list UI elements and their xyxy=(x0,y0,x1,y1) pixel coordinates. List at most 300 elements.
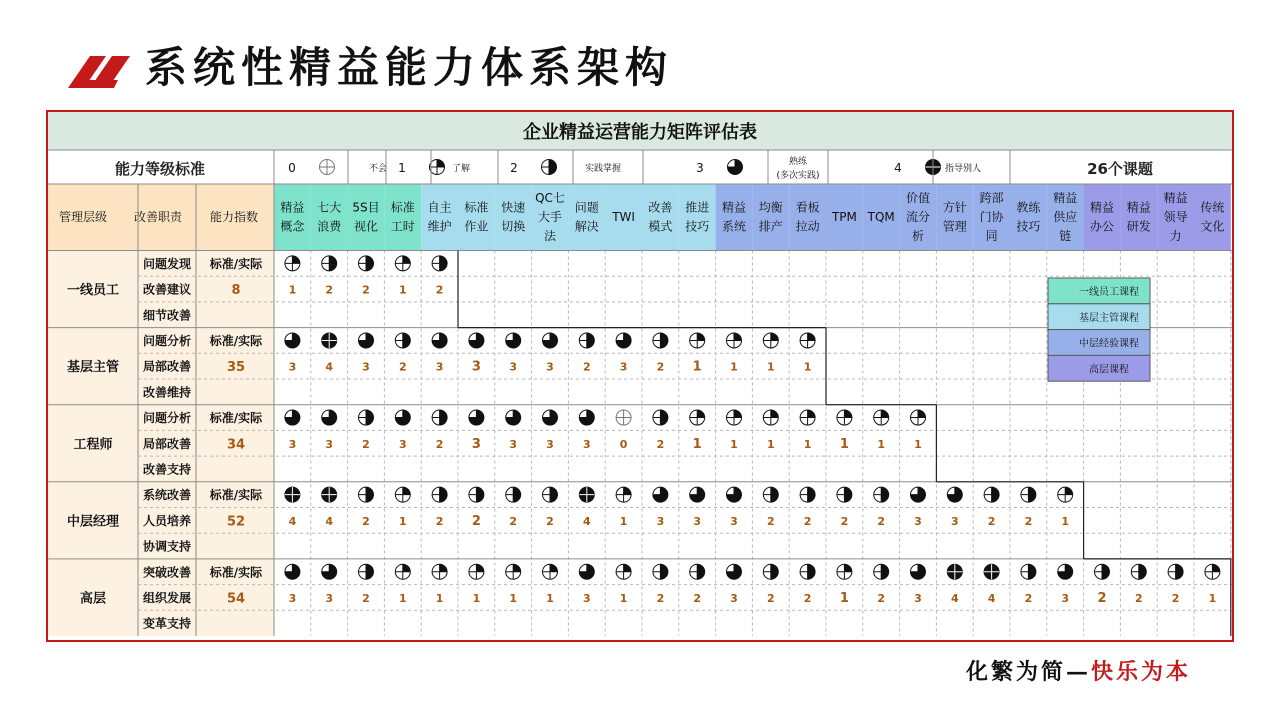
level-value: 2 xyxy=(877,591,886,605)
level-pie-icon xyxy=(837,410,852,425)
topic-header: 精益 xyxy=(1126,200,1151,215)
level-value: 3 xyxy=(435,360,444,374)
level-value: 3 xyxy=(914,514,922,528)
level-pie-icon xyxy=(653,333,668,348)
level-pie-icon xyxy=(800,564,815,579)
level-pie-icon xyxy=(506,333,521,348)
topic-header: 同 xyxy=(985,229,998,243)
level-value: 1 xyxy=(398,591,407,605)
topic-header-cell xyxy=(752,184,789,250)
level-value: 4 xyxy=(325,360,334,374)
topic-header: 精益 xyxy=(1163,191,1188,205)
level-value: 0 xyxy=(619,437,628,451)
level-value-2: 2 xyxy=(510,161,518,175)
level-value: 2 xyxy=(362,283,370,297)
table-title: 企业精益运营能力矩阵评估表 xyxy=(523,122,757,143)
level-value: 1 xyxy=(730,360,738,374)
level-value: 3 xyxy=(619,360,628,374)
level-value: 2 xyxy=(1024,514,1033,528)
level-pie-icon xyxy=(1131,564,1146,579)
level-value: 1 xyxy=(472,591,481,605)
legend-level-1-icon xyxy=(430,160,445,175)
level-value-1: 1 xyxy=(398,161,406,175)
level-value: 1 xyxy=(1061,514,1070,528)
page-title: 系统性精益能力体系架构 xyxy=(145,43,674,92)
level-value: 1 xyxy=(288,283,297,297)
level-pie-icon xyxy=(506,410,521,425)
duty-label: 系统改善 xyxy=(142,488,192,503)
header-index: 能力指数 xyxy=(209,210,259,224)
level-value: 4 xyxy=(950,591,959,605)
topic-header-cell xyxy=(421,184,458,250)
course-count-label: 26个课题 xyxy=(1087,160,1153,178)
topic-header: 精益 xyxy=(280,200,305,215)
level-value: 2 xyxy=(582,360,591,374)
index-label: 标准/实际 xyxy=(209,333,263,348)
level-pie-icon xyxy=(579,564,594,579)
level-pie-icon xyxy=(469,410,484,425)
level-value: 3 xyxy=(546,437,554,451)
legend-label: 基层主管课程 xyxy=(1079,312,1139,324)
duty-label: 人员培养 xyxy=(142,513,192,528)
level-pie-icon xyxy=(322,487,337,502)
level-value: 2 xyxy=(546,514,554,528)
duty-label: 改善建议 xyxy=(142,282,192,297)
level-pie-icon xyxy=(359,256,374,271)
topic-header: 5S目 xyxy=(352,200,380,215)
duty-label: 局部改善 xyxy=(142,436,192,451)
level-value: 3 xyxy=(362,360,370,374)
level-value: 2 xyxy=(435,437,444,451)
level-pie-icon xyxy=(1021,564,1036,579)
level-value: 3 xyxy=(471,359,481,375)
level-value: 1 xyxy=(914,437,922,451)
topic-header-cell xyxy=(348,184,385,250)
level-value: 1 xyxy=(509,591,518,605)
level-value: 1 xyxy=(730,437,738,451)
topic-header: 析 xyxy=(911,229,925,243)
level-value: 1 xyxy=(803,437,812,451)
level-value: 3 xyxy=(730,514,738,528)
level-pie-icon xyxy=(432,487,447,502)
level-pie-icon xyxy=(653,564,668,579)
level-pie-icon xyxy=(690,333,705,348)
header-duty: 改善职责 xyxy=(133,210,183,224)
topic-header: 拉动 xyxy=(795,219,820,234)
topic-header: 推进 xyxy=(685,200,710,215)
level-value-0: 0 xyxy=(288,161,296,175)
duty-label: 局部改善 xyxy=(142,359,192,374)
level-value: 2 xyxy=(766,591,775,605)
level-pie-icon xyxy=(285,564,300,579)
topic-header-cell xyxy=(1194,184,1231,250)
level-value: 4 xyxy=(582,514,591,528)
slogan-part-b: 快乐为本 xyxy=(1091,659,1192,685)
level-pie-icon xyxy=(837,487,852,502)
topic-header-cell xyxy=(936,184,973,250)
duty-label: 改善维持 xyxy=(142,385,192,400)
level-value: 3 xyxy=(398,437,407,451)
topic-header: 标准 xyxy=(390,200,415,215)
duty-label: 改善支持 xyxy=(142,462,192,477)
level-pie-icon xyxy=(947,487,962,502)
capability-matrix-table xyxy=(48,112,1232,640)
level-pie-icon xyxy=(1205,564,1220,579)
level-pie-icon xyxy=(1058,564,1073,579)
level-value: 2 xyxy=(435,514,444,528)
index-label: 标准/实际 xyxy=(209,256,263,271)
level-pie-icon xyxy=(579,333,594,348)
level-value: 3 xyxy=(582,437,591,451)
level-pie-icon xyxy=(763,410,778,425)
level-value: 2 xyxy=(509,514,518,528)
level-pie-icon xyxy=(947,564,962,579)
level-pie-icon xyxy=(690,410,705,425)
topic-header: 精益 xyxy=(721,200,747,215)
level-value: 1 xyxy=(435,591,444,605)
index-value: 8 xyxy=(231,283,241,299)
duty-label: 组织发展 xyxy=(142,590,192,605)
level-pie-icon xyxy=(322,564,337,579)
duty-label: 问题分析 xyxy=(142,411,192,426)
topic-header-cell xyxy=(568,184,605,250)
level-label-3: 熟练 xyxy=(788,157,808,167)
role-name: 基层主管 xyxy=(66,360,120,376)
duty-label: 协调支持 xyxy=(142,539,192,554)
role-name: 中层经理 xyxy=(66,514,120,530)
topic-header: 管理 xyxy=(942,219,967,234)
topic-header: 解决 xyxy=(574,219,599,234)
level-pie-icon xyxy=(727,487,742,502)
level-pie-icon xyxy=(359,564,374,579)
level-value: 1 xyxy=(619,514,628,528)
level-value: 2 xyxy=(362,591,370,605)
level-value-4: 4 xyxy=(894,161,902,175)
logo-icon xyxy=(68,50,132,90)
index-value: 34 xyxy=(226,437,246,453)
topic-header: 视化 xyxy=(353,219,379,234)
topic-header: 切换 xyxy=(501,219,526,234)
level-value: 1 xyxy=(692,359,702,375)
level-value: 2 xyxy=(1134,591,1143,605)
topic-header: 方针 xyxy=(942,200,967,215)
topic-header: 力 xyxy=(1169,229,1182,243)
level-value: 2 xyxy=(398,360,407,374)
topic-header: 排产 xyxy=(758,219,783,234)
topic-header: 办公 xyxy=(1089,219,1115,234)
level-pie-icon xyxy=(874,564,889,579)
level-pie-icon xyxy=(432,333,447,348)
level-value: 2 xyxy=(693,591,702,605)
level-value: 3 xyxy=(325,591,334,605)
level-pie-icon xyxy=(285,410,300,425)
level-pie-icon xyxy=(800,410,815,425)
level-pie-icon xyxy=(579,410,594,425)
level-value: 1 xyxy=(839,590,849,606)
level-value: 3 xyxy=(656,514,665,528)
duty-label: 变革支持 xyxy=(142,616,192,631)
topic-header: 链 xyxy=(1059,229,1072,243)
level-value: 4 xyxy=(325,514,334,528)
level-value: 3 xyxy=(288,437,297,451)
level-value: 3 xyxy=(1061,591,1070,605)
level-pie-icon xyxy=(727,333,742,348)
level-value: 1 xyxy=(877,437,886,451)
level-value: 4 xyxy=(288,514,297,528)
level-pie-icon xyxy=(432,256,447,271)
level-pie-icon xyxy=(616,487,631,502)
topic-header: 作业 xyxy=(464,219,489,234)
topic-header: TPM xyxy=(831,210,857,224)
slogan xyxy=(966,655,1191,686)
level-pie-icon xyxy=(984,487,999,502)
level-pie-icon xyxy=(395,410,410,425)
topic-header: 快速 xyxy=(501,200,526,215)
level-pie-icon xyxy=(322,333,337,348)
topic-header: 维护 xyxy=(427,219,452,234)
legend-label: 中层经验课程 xyxy=(1079,338,1139,350)
topic-header: 研发 xyxy=(1126,219,1151,234)
topic-header: 浪费 xyxy=(317,219,342,234)
index-value: 35 xyxy=(226,360,246,376)
level-value: 2 xyxy=(803,591,812,605)
level-value: 2 xyxy=(362,514,370,528)
level-pie-icon xyxy=(653,487,668,502)
level-pie-icon xyxy=(395,333,410,348)
topic-header: 系统 xyxy=(721,219,747,234)
duty-label: 问题发现 xyxy=(142,256,192,271)
level-pie-icon xyxy=(763,333,778,348)
level-value: 2 xyxy=(1171,591,1180,605)
level-pie-icon xyxy=(579,487,594,502)
level-value: 3 xyxy=(288,360,297,374)
topic-header-cell xyxy=(495,184,532,250)
level-value: 1 xyxy=(839,436,849,452)
level-value: 3 xyxy=(693,514,702,528)
topic-header: 问题 xyxy=(574,200,599,215)
level-value: 3 xyxy=(546,360,554,374)
level-pie-icon xyxy=(395,256,410,271)
level-pie-icon xyxy=(727,564,742,579)
level-pie-icon xyxy=(727,410,742,425)
level-pie-icon xyxy=(1021,487,1036,502)
level-pie-icon xyxy=(469,333,484,348)
index-label: 标准/实际 xyxy=(209,411,263,426)
role-name: 工程师 xyxy=(73,437,113,453)
level-pie-icon xyxy=(874,410,889,425)
legend-label: 一线员工课程 xyxy=(1079,287,1139,298)
level-value: 3 xyxy=(730,591,738,605)
level-value: 3 xyxy=(950,514,959,528)
topic-header-cell xyxy=(1120,184,1157,250)
level-value: 2 xyxy=(1097,590,1107,606)
level-pie-icon xyxy=(322,410,337,425)
level-pie-icon xyxy=(395,487,410,502)
level-value: 2 xyxy=(656,360,665,374)
level-value: 2 xyxy=(325,283,334,297)
level-pie-icon xyxy=(911,487,926,502)
role-name: 一线员工 xyxy=(66,283,120,299)
topic-header: 工时 xyxy=(390,219,415,234)
level-pie-icon xyxy=(506,564,521,579)
matrix-table-frame xyxy=(46,110,1234,642)
level-pie-icon xyxy=(984,564,999,579)
topic-header: TWI xyxy=(612,210,635,224)
topic-header: TQM xyxy=(867,210,895,224)
topic-header: 供应 xyxy=(1053,210,1078,224)
level-pie-icon xyxy=(911,410,926,425)
topic-header: 领导 xyxy=(1163,210,1188,224)
level-pie-icon xyxy=(359,487,374,502)
level-pie-icon xyxy=(469,564,484,579)
level-pie-icon xyxy=(543,410,558,425)
topic-header: 看板 xyxy=(795,200,820,215)
level-label-4: 指导别人 xyxy=(944,164,982,174)
level-pie-icon xyxy=(543,487,558,502)
topic-header: 传统 xyxy=(1200,200,1225,215)
level-value: 1 xyxy=(1208,591,1217,605)
level-pie-icon xyxy=(432,410,447,425)
level-pie-icon xyxy=(911,564,926,579)
level-value: 2 xyxy=(656,591,665,605)
level-sub-3: (多次实践) xyxy=(776,171,820,181)
index-label: 标准/实际 xyxy=(209,565,263,580)
level-value: 1 xyxy=(619,591,628,605)
level-value: 2 xyxy=(435,283,444,297)
index-label: 标准/实际 xyxy=(209,488,263,503)
level-value: 3 xyxy=(914,591,922,605)
topic-header-cell xyxy=(458,184,495,250)
topic-header: 自主 xyxy=(427,200,452,215)
topic-header-cell xyxy=(679,184,716,250)
topic-header: QC七 xyxy=(535,191,565,205)
level-value: 1 xyxy=(766,360,775,374)
level-value: 3 xyxy=(509,360,518,374)
topic-header: 技巧 xyxy=(1016,219,1041,234)
topic-header-cell xyxy=(311,184,348,250)
level-value: 4 xyxy=(987,591,996,605)
level-pie-icon xyxy=(469,487,484,502)
level-pie-icon xyxy=(1168,564,1183,579)
level-pie-icon xyxy=(543,333,558,348)
level-pie-icon xyxy=(1058,487,1073,502)
topic-header: 技巧 xyxy=(685,219,710,234)
legend-level-0-icon xyxy=(320,160,335,175)
level-pie-icon xyxy=(432,564,447,579)
topic-header: 均衡 xyxy=(758,200,783,215)
level-pie-icon xyxy=(1095,564,1110,579)
topic-header: 价值 xyxy=(905,191,931,205)
level-label-0: 不会 xyxy=(368,164,388,174)
topic-header: 改善 xyxy=(648,200,673,215)
topic-header: 门协 xyxy=(979,210,1004,224)
topic-header: 跨部 xyxy=(979,191,1004,205)
level-pie-icon xyxy=(837,564,852,579)
level-pie-icon xyxy=(653,410,668,425)
topic-header: 精益 xyxy=(1089,200,1115,215)
level-value: 3 xyxy=(582,591,591,605)
level-pie-icon xyxy=(616,410,631,425)
level-pie-icon xyxy=(690,487,705,502)
legend-level-2-icon xyxy=(542,160,557,175)
level-value: 2 xyxy=(1024,591,1033,605)
topic-header-cell xyxy=(384,184,421,250)
level-pie-icon xyxy=(285,256,300,271)
level-value: 2 xyxy=(803,514,812,528)
standard-label: 能力等级标准 xyxy=(114,160,206,178)
level-pie-icon xyxy=(506,487,521,502)
level-pie-icon xyxy=(359,410,374,425)
topic-header: 文化 xyxy=(1200,219,1225,234)
topic-header-cell xyxy=(789,184,826,250)
topic-header-cell xyxy=(1084,184,1121,250)
header-level: 管理层级 xyxy=(58,210,108,224)
duty-label: 突破改善 xyxy=(142,565,192,580)
level-value: 3 xyxy=(471,436,481,452)
index-value: 54 xyxy=(226,591,246,607)
level-value: 1 xyxy=(692,436,702,452)
topic-header: 法 xyxy=(543,229,557,243)
level-pie-icon xyxy=(800,487,815,502)
level-pie-icon xyxy=(616,333,631,348)
level-label-1: 了解 xyxy=(451,164,471,174)
level-value: 1 xyxy=(803,360,812,374)
level-value: 2 xyxy=(656,437,665,451)
level-value: 2 xyxy=(471,513,481,529)
duty-label: 问题分析 xyxy=(142,333,192,348)
topic-header-cell xyxy=(1010,184,1047,250)
level-value: 2 xyxy=(877,514,886,528)
topic-header: 精益 xyxy=(1053,191,1078,205)
duty-label: 细节改善 xyxy=(142,308,192,323)
level-value: 2 xyxy=(766,514,775,528)
level-pie-icon xyxy=(800,333,815,348)
level-pie-icon xyxy=(285,333,300,348)
topic-header: 标准 xyxy=(464,200,489,215)
level-value: 2 xyxy=(362,437,370,451)
level-pie-icon xyxy=(322,256,337,271)
level-pie-icon xyxy=(395,564,410,579)
legend-label: 高层课程 xyxy=(1089,364,1129,376)
level-value: 3 xyxy=(288,591,297,605)
level-pie-icon xyxy=(359,333,374,348)
level-value: 3 xyxy=(509,437,518,451)
level-value: 1 xyxy=(766,437,775,451)
index-value: 52 xyxy=(226,514,246,530)
topic-header: 大手 xyxy=(537,210,563,224)
level-value: 2 xyxy=(840,514,849,528)
level-value: 2 xyxy=(987,514,996,528)
level-pie-icon xyxy=(690,564,705,579)
topic-header: 模式 xyxy=(648,219,673,234)
legend-level-3-icon xyxy=(728,160,743,175)
level-value: 3 xyxy=(325,437,334,451)
level-pie-icon xyxy=(543,564,558,579)
level-pie-icon xyxy=(874,487,889,502)
level-pie-icon xyxy=(763,564,778,579)
topic-header-cell xyxy=(642,184,679,250)
slogan-part-a: 化繁为简— xyxy=(966,659,1092,685)
level-label-2: 实践掌握 xyxy=(584,164,622,174)
level-value: 1 xyxy=(546,591,554,605)
level-pie-icon xyxy=(285,487,300,502)
level-pie-icon xyxy=(616,564,631,579)
topic-header-cell xyxy=(716,184,753,250)
level-value: 1 xyxy=(398,283,407,297)
topic-header: 流分 xyxy=(905,210,931,224)
topic-header-cell xyxy=(274,184,311,250)
level-value: 1 xyxy=(398,514,407,528)
